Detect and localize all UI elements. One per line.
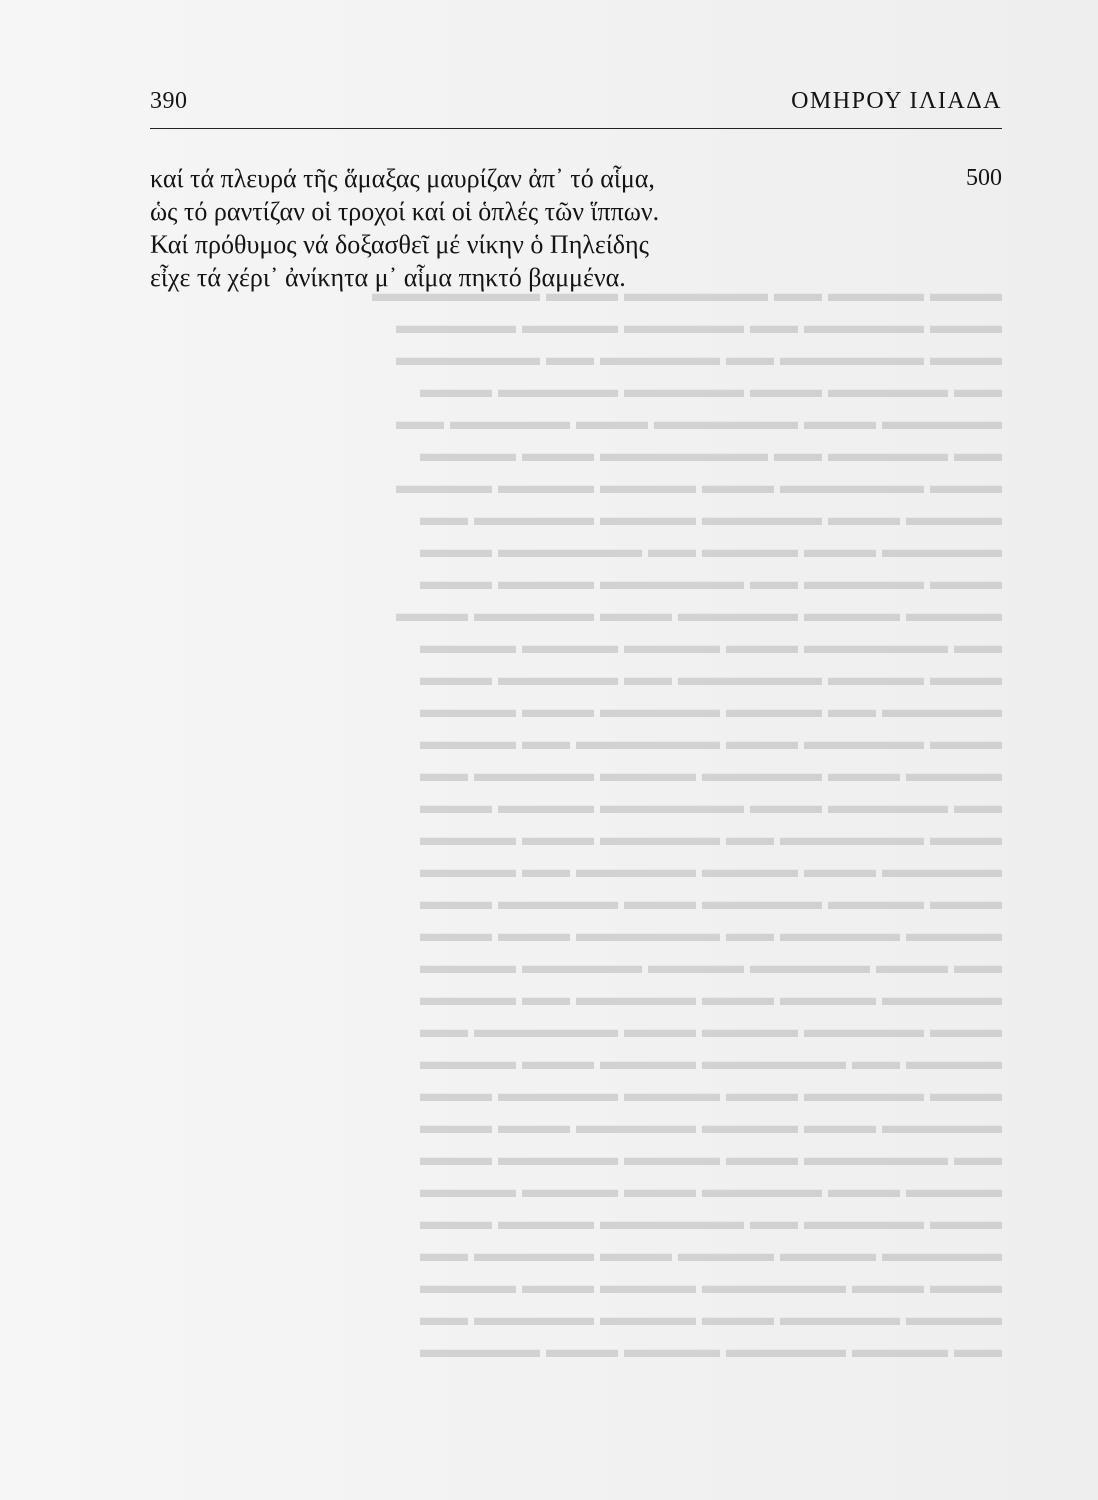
line-number: 500 <box>966 165 1002 191</box>
page-number: 390 <box>150 88 188 114</box>
page-header <box>150 88 1002 128</box>
verse-block <box>150 162 1002 294</box>
verse-line <box>150 228 1002 261</box>
verse-line <box>150 195 1002 228</box>
verse-text: εἶχε τά χέρι᾽ ἀνίκητα μ᾽ αἷμα πηκτό βαμμένα. <box>150 263 626 292</box>
verse-line <box>150 261 1002 294</box>
running-head-title: ΟΜΗΡΟΥ ΙΛΙΑΔΑ <box>791 88 1002 114</box>
header-rule <box>150 128 1002 129</box>
verse-text: καί τά πλευρά τῆς ἅμαξας μαυρίζαν ἀπ᾽ τό αἷμα, <box>150 164 655 193</box>
verse-line <box>150 162 1002 195</box>
verse-text: ὡς τό ραντίζαν οἱ τροχοί καί οἱ ὁπλές τῶν ἵππων. <box>150 197 660 226</box>
verse-text: Καί πρόθυμος νά δοξασθεῖ μέ νίκην ὁ Πηλείδης <box>150 230 649 259</box>
show-through-text: ▬▬▬ ▬▬▬▬ ▬▬ ▬▬▬▬▬▬ ▬▬▬ ▬▬▬▬▬▬▬ ▬▬▬ ▬▬▬▬▬ ▬▬ ▬▬▬▬▬ ▬▬▬▬ ▬▬▬▬▬ ▬▬▬ ▬▬▬▬▬▬ ▬▬ ▬▬▬▬▬ ▬▬ ▬▬▬▬▬▬ ▬▬ ▬▬▬▬▬ ▬▬▬ ▬▬▬▬▬ ▬▬▬▬▬ ▬▬▬ ▬▬▬▬▬ ▬▬▬ ▬▬▬▬▬▬ ▬▬▬ ▬▬▬▬▬ ▬▬ ▬▬ ▬▬▬▬▬ ▬▬ ▬▬▬▬▬▬▬ ▬▬▬ ▬▬▬▬ ▬▬▬ ▬▬▬▬▬▬ ▬▬▬ ▬▬▬▬ ▬▬▬▬ ▬▬▬▬ ▬▬▬▬ ▬▬▬ ▬▬▬▬▬ ▬▬▬▬ ▬▬▬▬▬ ▬▬ ▬▬▬▬▬ ▬▬▬ ▬▬▬▬ ▬▬ ▬▬▬▬▬▬ ▬▬▬ ▬▬▬ ▬▬▬▬▬ ▬▬ ▬▬▬▬▬▬ ▬▬▬▬ ▬▬▬ ▬▬▬▬ ▬▬▬▬ ▬▬▬▬▬ ▬▬▬ ▬▬▬▬▬ ▬▬▬ ▬▬ ▬▬▬▬▬▬ ▬▬▬ ▬▬▬▬ ▬▬▬▬ ▬▬▬▬ ▬▬▬ ▬▬▬▬ ▬▬▬▬▬▬ ▬▬ ▬▬▬▬▬ ▬▬▬ ▬▬▬▬▬ ▬▬ ▬▬▬▬ ▬▬▬▬▬ ▬▬▬ ▬▬▬▬ ▬▬▬ ▬▬▬▬▬ ▬▬▬ ▬▬▬▬▬▬ ▬▬ ▬▬▬▬ ▬▬▬▬ ▬▬▬ ▬▬▬▬▬ ▬▬▬▬ ▬▬▬▬▬ ▬▬ ▬▬ ▬▬▬▬▬ ▬▬▬ ▬▬▬▬▬▬ ▬▬▬▬ ▬▬▬ ▬▬▬ ▬▬▬▬▬▬ ▬▬ ▬▬▬▬▬ ▬▬▬ ▬▬▬▬ ▬▬▬▬▬ ▬▬▬ ▬▬▬▬ ▬▬▬▬▬ ▬▬ ▬▬▬▬ ▬▬▬ ▬▬▬▬ ▬▬▬▬▬ ▬▬▬ ▬▬▬▬▬ ▬▬▬ ▬▬▬▬ ▬▬▬▬▬ ▬▬ ▬▬▬▬▬▬ ▬▬▬ ▬▬▬ ▬▬ ▬▬▬ ▬▬▬▬▬ ▬▬▬▬ ▬▬▬▬▬ ▬▬▬▬ ▬▬▬▬▬ ▬▬▬▬ ▬▬▬ ▬▬▬▬▬ ▬▬ ▬▬▬▬ ▬▬▬ ▬▬▬▬▬ ▬▬▬▬ ▬▬▬ ▬▬▬▬▬▬ ▬▬ ▬▬▬▬ ▬▬ ▬▬▬▬▬▬ ▬▬▬▬ ▬▬▬ ▬▬▬▬ ▬▬▬ ▬▬▬▬▬ ▬▬▬ ▬▬▬▬ ▬▬▬▬▬ ▬▬▬ ▬▬▬▬▬ ▬▬▬ ▬▬▬▬ ▬▬▬▬▬ ▬▬▬ ▬▬▬ ▬▬ ▬▬▬▬▬▬ ▬▬▬ ▬▬▬▬ ▬▬▬▬▬ ▬▬▬ ▬▬▬▬ ▬▬▬ ▬▬▬▬▬ ▬▬▬ ▬▬▬▬ ▬▬▬▬ ▬▬▬ ▬▬▬▬▬ ▬▬ ▬▬▬▬▬▬ ▬▬▬▬ ▬▬▬ ▬▬▬▬▬ ▬▬▬▬ ▬▬▬▬ ▬▬▬ ▬▬▬▬▬ ▬▬ ▬▬▬ ▬▬▬ ▬▬▬▬▬▬ ▬▬▬▬ ▬▬▬ ▬▬▬▬ ▬▬▬▬ ▬▬▬▬▬ ▬▬▬ ▬▬▬▬ ▬▬▬▬▬ ▬▬ ▬▬ ▬▬▬▬ ▬▬▬▬▬ ▬▬▬▬ ▬▬▬ ▬▬▬▬▬ <box>372 281 1002 1363</box>
